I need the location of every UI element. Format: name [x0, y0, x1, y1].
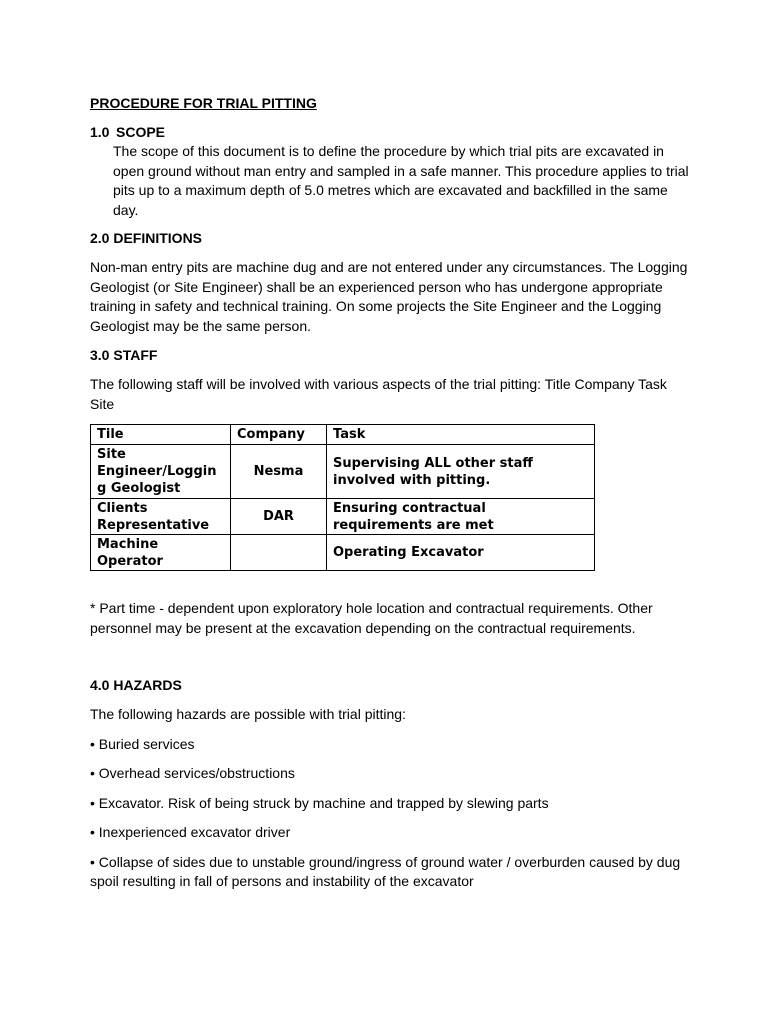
list-item: • Overhead services/obstructions: [90, 765, 295, 781]
hazards-intro-text: The following hazards are possible with trial pitting:: [90, 706, 406, 722]
scope-number: 1.0: [90, 124, 110, 140]
list-item: • Excavator. Risk of being struck by machine and trapped by slewing parts: [90, 794, 549, 811]
table-row: [91, 535, 595, 571]
scope-text: The scope of this document is to define the procedure by which trial pits are excavated in open ground without man entry and sampled in a safe manner. This procedure applies to trial pits up to a maximum depth of 5.0 metres which are excavated and backfilled in the same day.: [113, 143, 689, 218]
table-cell-company: Nesma: [231, 445, 327, 499]
definitions-text: Non-man entry pits are machine dug and are not entered under any circumstances. The Logging Geologist (or Site Engineer) shall be an experienced person who has undergone appropriate training in safety and technical training. On some projects the Site Engineer and the Logging Geologist may be the same person.: [90, 259, 688, 334]
table-cell-title: Site Engineer/Loggin g Geologist: [91, 445, 231, 499]
table-header-title: Tile: [91, 425, 231, 445]
table-row: [91, 499, 595, 535]
scope-heading-text: SCOPE: [116, 124, 166, 140]
table-header-row: [91, 425, 595, 445]
table-cell-title: Machine Operator: [91, 535, 231, 571]
table-cell-title: Clients Representative: [91, 499, 231, 535]
table-row: [91, 445, 595, 499]
table-cell-task: Supervising ALL other staff involved with pitting.: [327, 445, 595, 499]
list-item: • Inexperienced excavator driver: [90, 824, 291, 840]
list-item: • Collapse of sides due to unstable ground/ingress of ground water / overburden caused by dug spoil resulting in fall of persons and instability of the excavator: [90, 853, 681, 889]
table-header-company: Company: [231, 425, 327, 445]
part-time-note: * Part time - dependent upon exploratory hole location and contractual requirements. Other personnel may be present at the excavation depending on the contractual requirements.: [90, 600, 653, 636]
definitions-heading: 2.0 DEFINITIONS: [90, 230, 203, 246]
scope-heading: [90, 123, 690, 142]
table-cell-company: DAR: [231, 499, 327, 535]
hazards-heading: 4.0 HAZARDS: [90, 677, 182, 693]
table-cell-task: Ensuring contractual requirements are met: [327, 499, 595, 535]
staff-table: [90, 424, 595, 571]
table-header-task: Task: [327, 425, 595, 445]
hazards-list: [90, 735, 690, 892]
document-title: PROCEDURE FOR TRIAL PITTING: [90, 95, 317, 111]
table-cell-company: [231, 535, 327, 571]
staff-intro-text: The following staff will be involved with various aspects of the trial pitting: Title Company Task Site: [90, 376, 667, 412]
document-page: [90, 94, 690, 892]
staff-heading: 3.0 STAFF: [90, 347, 158, 363]
list-item: • Buried services: [90, 735, 195, 752]
table-cell-task: Operating Excavator: [327, 535, 595, 571]
